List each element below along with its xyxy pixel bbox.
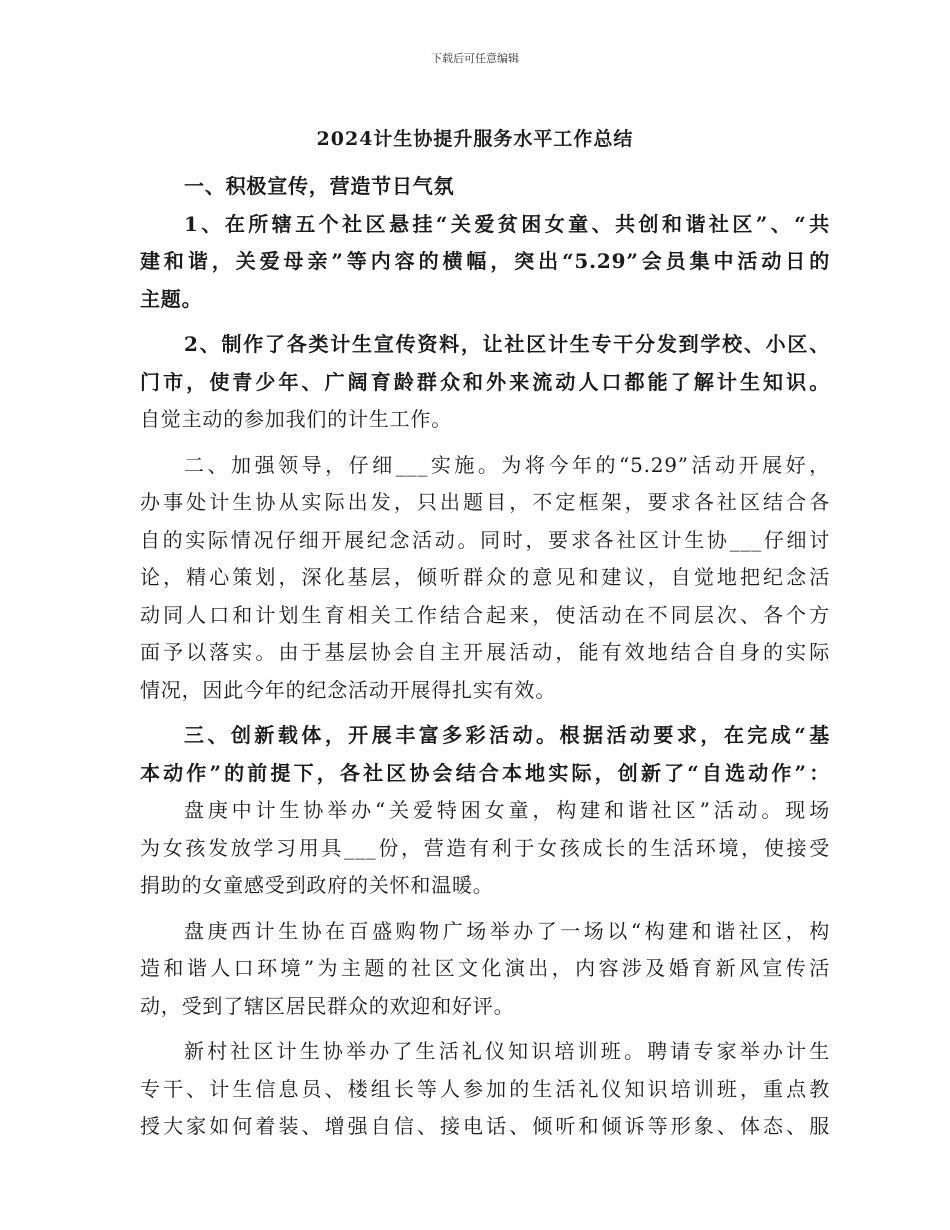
text-line: 造和谐人口环境”为主题的社区文化演出，内容涉及婚育新风宣传活 xyxy=(140,956,830,980)
text-line: 1、在所辖五个社区悬挂“关爱贫困女童、共创和谐社区”、“共 xyxy=(184,211,830,236)
header-note: 下载后可任意编辑 xyxy=(431,52,519,65)
text-line: 专干、计生信息员、楼组长等人参加的生活礼仪知识培训班，重点教 xyxy=(140,1076,830,1101)
text-line: 三、创新载体，开展丰富多彩活动。根据活动要求，在完成“基 xyxy=(184,723,830,747)
text-line: 捐助的女童感受到政府的关怀和温暖。 xyxy=(140,873,494,897)
text-line: 为女孩发放学习用具___份，营造有利于女孩成长的生活环境，使接受 xyxy=(140,835,830,860)
text-line: 盘庚西计生协在百盛购物广场举办了一场以“构建和谐社区，构 xyxy=(184,918,830,943)
text-line: 新村社区计生协举办了生活礼仪知识培训班。聘请专家举办计生 xyxy=(184,1039,830,1063)
text-line: 本动作”的前提下，各社区协会结合本地实际，创新了“自选动作”： xyxy=(140,760,830,785)
text-line: 建和谐，关爱母亲”等内容的横幅，突出“5.29”会员集中活动日的 xyxy=(140,249,830,273)
text-line: 一、积极宣传，营造节日气氛 xyxy=(184,174,455,198)
text-line: 2、制作了各类计生宣传资料，让社区计生专干分发到学校、小区、 xyxy=(184,332,830,356)
text-line: 动，受到了辖区居民群众的欢迎和好评。 xyxy=(140,993,515,1018)
text-line: 二、加强领导，仔细___实施。为将今年的“5.29”活动开展好， xyxy=(184,452,830,477)
document-body xyxy=(140,168,830,1146)
paragraph-gap xyxy=(140,1025,830,1033)
text-line: 论，精心策划，深化基层，倾听群众的意见和建议，自觉地把纪念活 xyxy=(140,565,830,589)
text-line: 情况，因此今年的纪念活动开展得扎实有效。 xyxy=(140,677,556,702)
text-line: 自的实际情况仔细开展纪念活动。同时，要求各社区计生协___仔细讨 xyxy=(140,527,830,552)
text-line: 门市，使青少年、广阔育龄群众和外来流动人口都能了解计生知识。 xyxy=(140,369,830,394)
paragraph-gap xyxy=(140,905,830,913)
text-line: 盘庚中计生协举办“关爱特困女童，构建和谐社区”活动。现场 xyxy=(184,798,830,822)
text-line: 自觉主动的参加我们的计生工作。 xyxy=(140,407,452,431)
text-line: 办事处计生协从实际出发，只出题目，不定框架，要求各社区结合各 xyxy=(140,490,830,514)
paragraph-gap xyxy=(140,439,830,447)
paragraph-gap xyxy=(140,709,830,717)
text-line: 面予以落实。由于基层协会自主开展活动，能有效地结合自身的实际 xyxy=(140,640,830,664)
document-title: 2024计生协提升服务水平工作总结 xyxy=(316,128,634,150)
text-line: 主题。 xyxy=(140,286,203,311)
text-line: 授大家如何着装、增强自信、接电话、倾听和倾诉等形象、体态、服 xyxy=(140,1114,830,1138)
paragraph-gap xyxy=(140,318,830,326)
text-line: 动同人口和计划生育相关工作结合起来，使活动在不同层次、各个方 xyxy=(140,602,830,627)
